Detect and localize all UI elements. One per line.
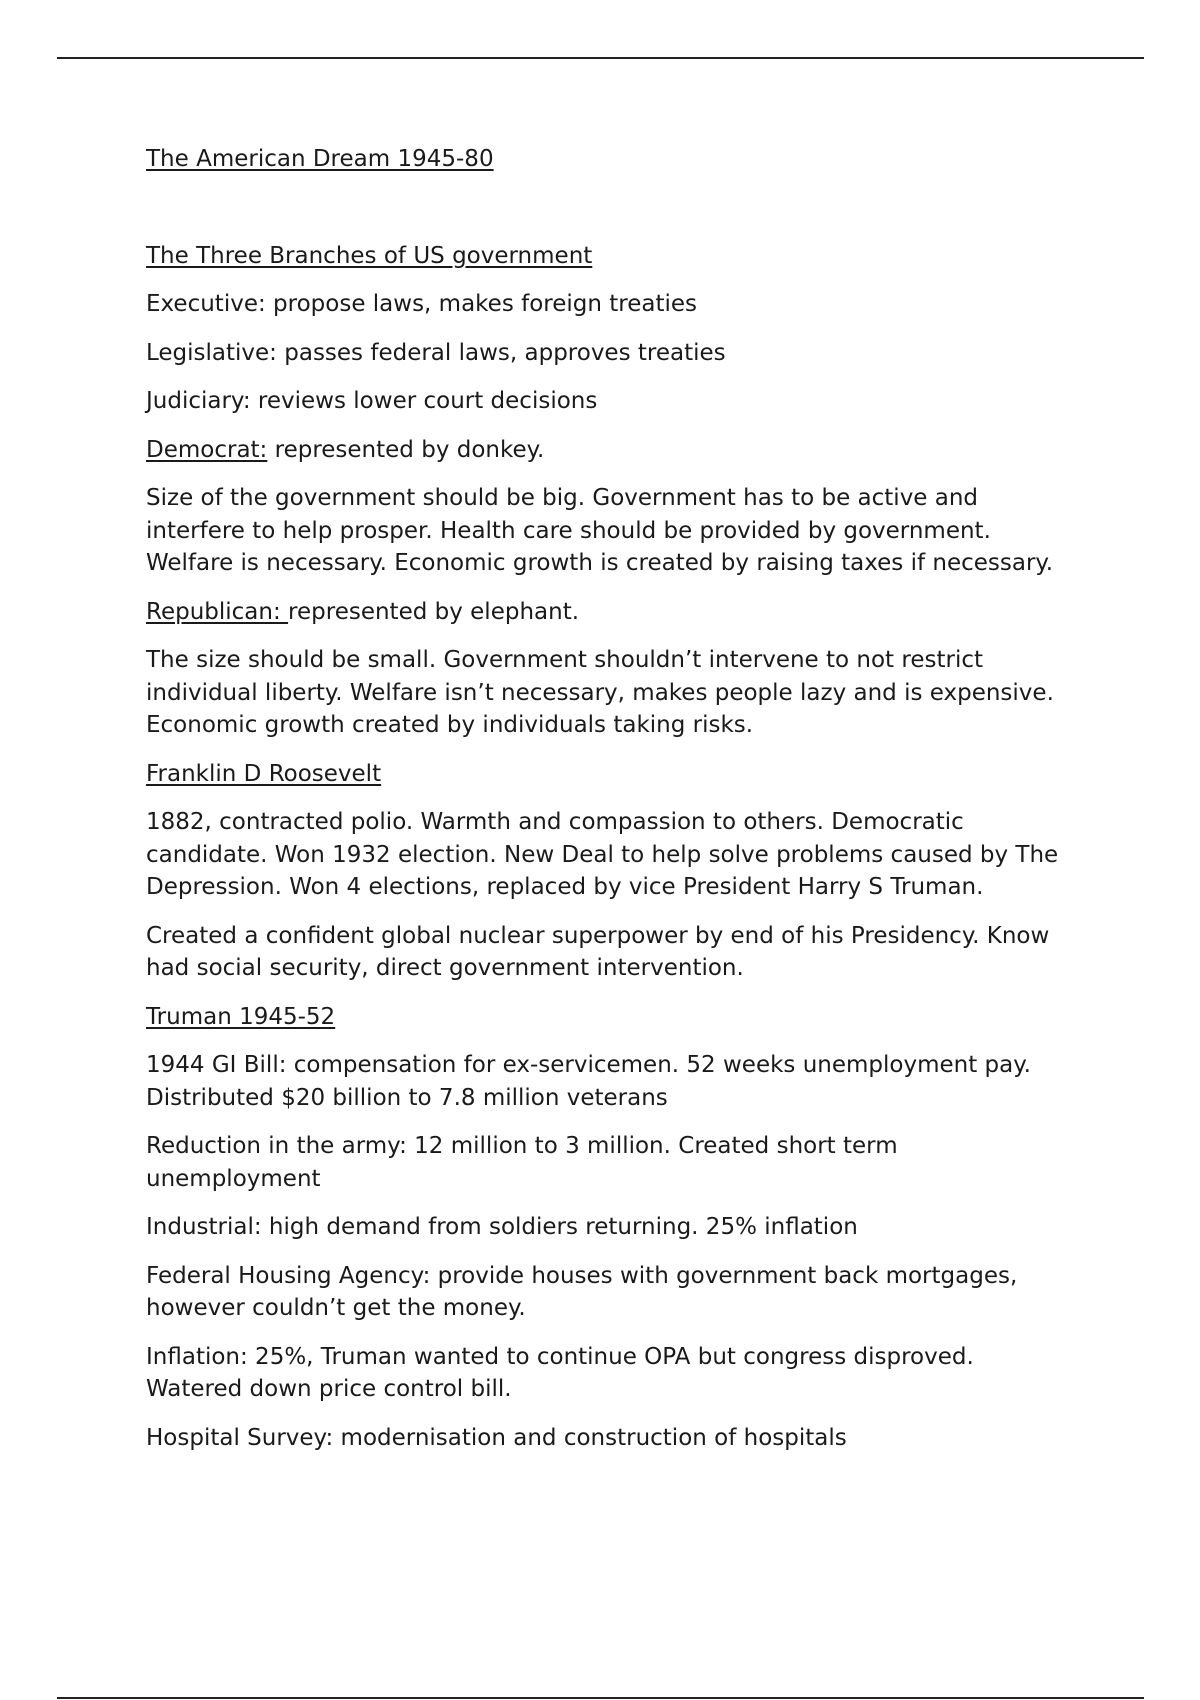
army-paragraph: Reduction in the army: 12 million to 3 million. Created short term unemployment xyxy=(146,1133,898,1192)
document-title: The American Dream 1945-80 xyxy=(146,146,494,172)
republican-text: represented by elephant. xyxy=(288,598,580,625)
truman-heading: Truman 1945-52 xyxy=(146,1003,336,1030)
legislative-paragraph: Legislative: passes federal laws, approves treaties xyxy=(146,339,726,366)
branches-heading: The Three Branches of US government xyxy=(146,242,593,269)
judiciary-paragraph: Judiciary: reviews lower court decisions xyxy=(146,388,598,414)
republican-label: Republican: xyxy=(146,598,289,625)
roosevelt-heading: Franklin D Roosevelt xyxy=(146,760,382,787)
democrat-description: Size of the government should be big. Government has to be active and interfere to help prosper. Health care should be provided by government. Welfare is necessary. Economic growth is created by raising taxes if necessary. xyxy=(146,485,1054,576)
page-header-rule xyxy=(57,57,1144,59)
housing-paragraph: Federal Housing Agency: provide houses with government back mortgages, however couldn’t get the money. xyxy=(146,1262,1018,1321)
industrial-paragraph: Industrial: high demand from soldiers returning. 25% inflation xyxy=(146,1214,858,1240)
democrat-label: Democrat: xyxy=(146,436,268,463)
roosevelt-paragraph-2: Created a confident global nuclear superpower by end of his Presidency. Know had social security, direct government intervention. xyxy=(146,922,1050,981)
gi-bill-paragraph: 1944 GI Bill: compensation for ex-servicemen. 52 weeks unemployment pay. Distributed $20 billion to 7.8 million veterans xyxy=(146,1052,1031,1111)
democrat-paragraph xyxy=(146,434,1076,467)
page-footer-rule xyxy=(57,1697,1144,1699)
roosevelt-paragraph-1: 1882, contracted polio. Warmth and compassion to others. Democratic candidate. Won 1932 election. New Deal to help solve problems caused by The Depression. Won 4 elections, replaced by vice President Harry S Truman. xyxy=(146,809,1059,900)
inflation-paragraph: Inflation: 25%, Truman wanted to continue OPA but congress disproved. Watered down price control bill. xyxy=(146,1343,974,1402)
republican-description: The size should be small. Government shouldn’t intervene to not restrict individual liberty. Welfare isn’t necessary, makes people lazy and is expensive. Economic growth created by individuals taking risks. xyxy=(146,647,1054,738)
document-body xyxy=(146,143,1076,1470)
republican-paragraph xyxy=(146,596,1076,629)
hospital-paragraph: Hospital Survey: modernisation and construction of hospitals xyxy=(146,1424,847,1451)
executive-paragraph: Executive: propose laws, makes foreign treaties xyxy=(146,291,698,317)
democrat-text: represented by donkey. xyxy=(267,436,545,463)
